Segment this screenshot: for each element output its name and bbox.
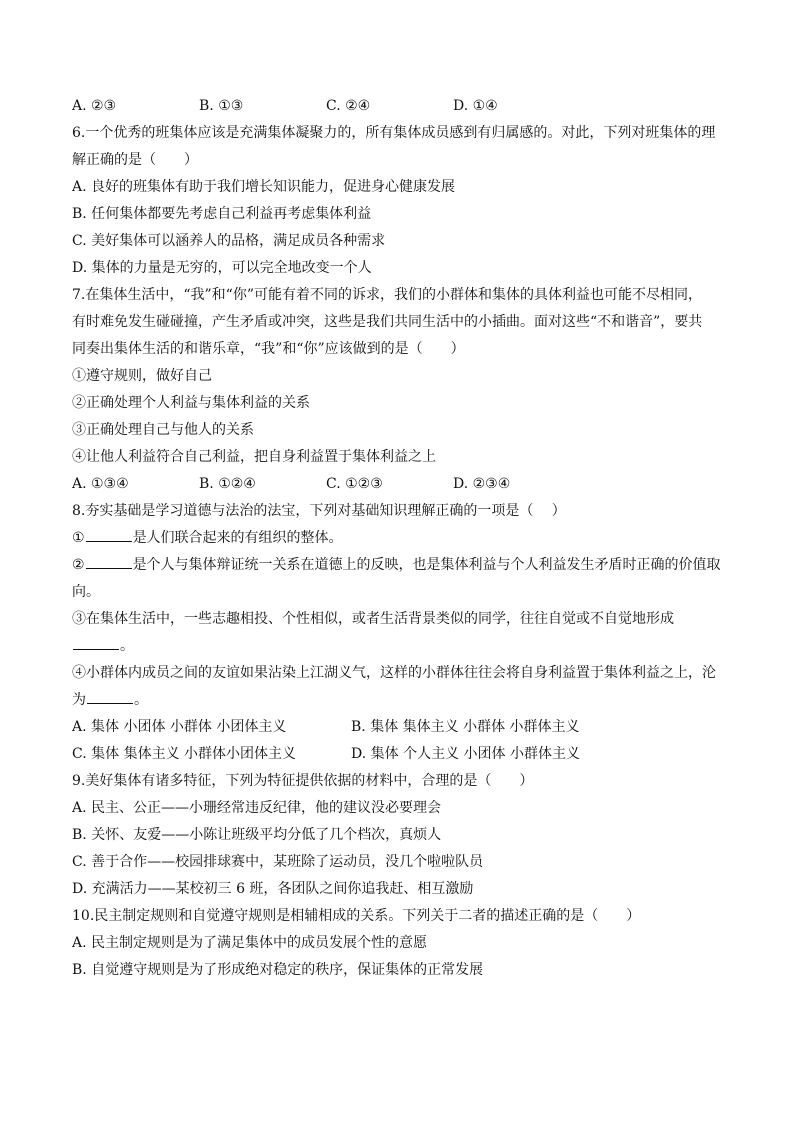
q8-item-2-number: ② xyxy=(72,557,85,573)
q9-stem: 9.美好集体有诸多特征，下列为特征提供依据的材料中，合理的是（ ） xyxy=(72,773,534,789)
q6-option-a[interactable]: A. 良好的班集体有助于我们增长知识能力，促进身心健康发展 xyxy=(72,179,456,195)
q6-stem-line-2: 解正确的是（ ） xyxy=(72,152,198,168)
q7-item-4: ④让他人利益符合自己利益，把自身利益置于集体利益之上 xyxy=(72,449,436,465)
q8-item-1-text: 是人们联合起来的有组织的整体。 xyxy=(132,530,343,546)
q8-item-2-cont: 向。 xyxy=(72,584,100,600)
q8-options-row-1 xyxy=(72,714,724,741)
q7-option-c[interactable]: C. ①②③ xyxy=(326,476,383,492)
q8-item-3-end xyxy=(72,633,724,660)
q8-item-1-number: ① xyxy=(72,530,85,546)
question-content xyxy=(72,93,724,984)
q6-stem-line-1: 6.一个优秀的班集体应该是充满集体凝聚力的，所有集体成员感到有归属感的。对此，下列对班集体的理 xyxy=(72,125,716,141)
fill-blank xyxy=(86,526,132,542)
fill-blank xyxy=(73,634,119,650)
q5-options xyxy=(72,93,724,120)
q8-option-c[interactable]: C. 集体 集体主义 小群体小团体主义 xyxy=(72,746,297,762)
q9-option-b[interactable]: B. 关怀、友爱——小陈让班级平均分低了几个档次，真烦人 xyxy=(72,827,442,843)
q8-item-3: ③在集体生活中，一些志趣相投、个性相似，或者生活背景类似的同学，往往自觉或不自觉地形成 xyxy=(72,611,674,627)
q8-item-4: ④小群体内成员之间的友谊如果沾染上江湖义气，这样的小群体往往会将自身利益置于集体利益之上，沦 xyxy=(72,665,716,681)
q7-option-b[interactable]: B. ①②④ xyxy=(199,476,256,492)
q8-item-4-period: 。 xyxy=(134,692,148,708)
q6-option-b[interactable]: B. 任何集体都要先考虑自己利益再考虑集体利益 xyxy=(72,206,372,222)
q10-stem: 10.民主制定规则和自觉遵守规则是相辅相成的关系。下列关于二者的描述正确的是（ ） xyxy=(72,908,641,924)
q7-stem-line-3: 同奏出集体生活的和谐乐章，“我”和“你”应该做到的是（ ） xyxy=(72,341,465,357)
q7-options xyxy=(72,471,724,498)
q8-option-d[interactable]: D. 集体 个人主义 小团体 小群体主义 xyxy=(351,746,580,762)
q7-option-a[interactable]: A. ①③④ xyxy=(72,476,129,492)
q8-item-1 xyxy=(72,525,724,552)
q6-option-c[interactable]: C. 美好集体可以涵养人的品格，满足成员各种需求 xyxy=(72,233,386,249)
q10-option-b[interactable]: B. 自觉遵守规则是为了形成绝对稳定的秩序，保证集体的正常发展 xyxy=(72,962,484,978)
q8-options-row-2 xyxy=(72,741,724,768)
q8-item-3-period: 。 xyxy=(120,638,134,654)
q5-option-c[interactable]: C. ②④ xyxy=(326,98,371,114)
q7-stem-line-2: 有时难免发生碰碰撞，产生矛盾或冲突，这些是我们共同生活中的小插曲。面对这些“不和谐音”，要共 xyxy=(72,314,703,330)
q9-option-c[interactable]: C. 善于合作——校园排球赛中，某班除了运动员，没几个啦啦队员 xyxy=(72,854,484,870)
q8-option-a[interactable]: A. 集体 小团体 小群体 小团体主义 xyxy=(72,719,287,735)
fill-blank xyxy=(87,688,133,704)
q7-option-d[interactable]: D. ②③④ xyxy=(453,476,511,492)
q7-stem-line-1: 7.在集体生活中，“我”和“你”可能有着不同的诉求，我们的小群体和集体的具体利益也可能不尽相同， xyxy=(72,287,702,303)
fill-blank xyxy=(86,553,132,569)
q10-option-a[interactable]: A. 民主制定规则是为了满足集体中的成员发展个性的意愿 xyxy=(72,935,428,951)
q9-option-d[interactable]: D. 充满活力——某校初三 6 班，各团队之间你追我赶、相互激励 xyxy=(72,881,474,897)
q6-option-d[interactable]: D. 集体的力量是无穷的，可以完全地改变一个人 xyxy=(72,260,372,276)
q8-item-2-text: 是个人与集体辩证统一关系在道德上的反映，也是集体利益与个人利益发生矛盾时正确的价值取 xyxy=(132,557,721,573)
q5-option-d[interactable]: D. ①④ xyxy=(453,98,498,114)
q5-option-a[interactable]: A. ②③ xyxy=(72,98,117,114)
q5-option-b[interactable]: B. ①③ xyxy=(199,98,244,114)
q8-option-b[interactable]: B. 集体 集体主义 小群体 小群体主义 xyxy=(351,719,580,735)
q8-item-2 xyxy=(72,552,724,579)
q9-option-a[interactable]: A. 民主、公正——小珊经常违反纪律，他的建议没必要理会 xyxy=(72,800,442,816)
q7-item-2: ②正确处理个人利益与集体利益的关系 xyxy=(72,395,310,411)
q8-stem: 8.夯实基础是学习道德与法治的法宝，下列对基础知识理解正确的一项是（ ） xyxy=(72,503,566,519)
q7-item-1: ①遵守规则，做好自己 xyxy=(72,368,212,384)
q7-item-3: ③正确处理自己与他人的关系 xyxy=(72,422,254,438)
q8-item-4-end xyxy=(72,687,724,714)
q8-item-4-pre: 为 xyxy=(72,692,86,708)
